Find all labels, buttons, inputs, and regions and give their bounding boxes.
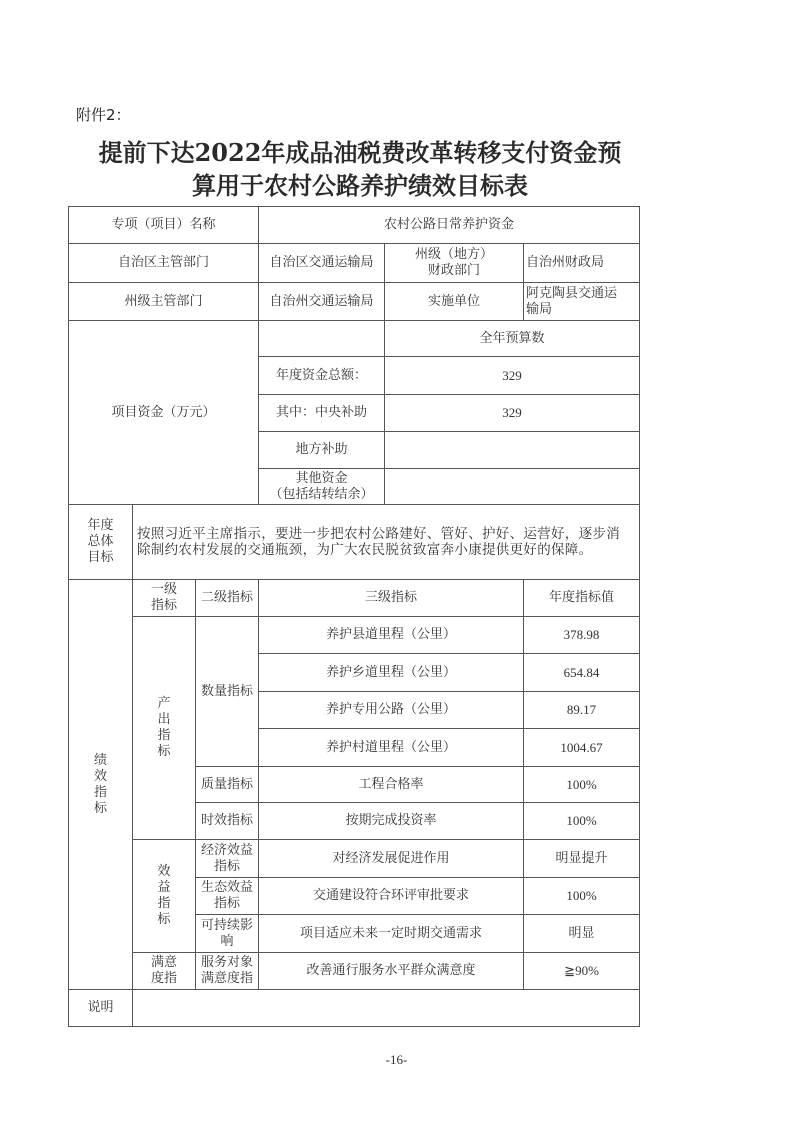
performance-section-char: 标 bbox=[93, 800, 107, 816]
service-label bbox=[196, 953, 259, 990]
indicator-name: 养护县道里程（公里） bbox=[259, 617, 524, 654]
economic-label bbox=[196, 840, 259, 878]
indicator-name: 养护乡道里程（公里） bbox=[259, 654, 524, 692]
funding-header-blank bbox=[259, 321, 385, 357]
funding-row-label bbox=[259, 469, 385, 505]
indicator-value: 100% bbox=[524, 767, 640, 803]
quality-label: 质量指标 bbox=[196, 767, 259, 803]
annual-goal-text-line-2: 除制约农村发展的交通瓶颈，为广大农民脱贫致富奔小康提供更好的保障。 bbox=[137, 542, 593, 558]
ecological-label-line-2: 指标 bbox=[214, 896, 241, 911]
annual-goal-label bbox=[69, 505, 133, 580]
implementer-value-line-1: 阿克陶县交通运 bbox=[526, 285, 618, 301]
prefecture-finance-label-line-2: 财政部门 bbox=[428, 263, 481, 278]
ecological-label-line-1: 生态效益 bbox=[201, 880, 254, 895]
annual-goal-text-line-1: 按照习近平主席指示，要进一步把农村公路建好、管好、护好、运营好，逐步消 bbox=[137, 526, 620, 542]
indicator-name: 对经济发展促进作用 bbox=[259, 840, 524, 878]
funding-row-label-line-2: （包括结转结余） bbox=[269, 486, 374, 502]
funding-row-label: 地方补助 bbox=[259, 432, 385, 469]
funding-section-label: 项目资金（万元） bbox=[69, 321, 259, 505]
prefecture-finance-value: 自治州财政局 bbox=[524, 244, 640, 283]
funding-row-label: 其中：中央补助 bbox=[259, 395, 385, 432]
funding-row-label-line-1: 其他资金 bbox=[295, 470, 348, 486]
annual-goal-label-line: 目标 bbox=[87, 550, 114, 565]
funding-row-label: 年度资金总额： bbox=[259, 357, 385, 395]
indicator-value: 明显 bbox=[524, 915, 640, 953]
output-group-char: 产 bbox=[157, 696, 171, 711]
header-level1-line-2: 指标 bbox=[150, 598, 177, 613]
attachment-label: 附件2： bbox=[76, 106, 131, 124]
timeliness-label: 时效指标 bbox=[196, 803, 259, 840]
performance-header-row bbox=[69, 580, 640, 617]
prefecture-finance-label-line-1: 州级（地方） bbox=[415, 247, 494, 262]
funding-row-value: 329 bbox=[385, 357, 640, 395]
annual-goal-label-line: 总体 bbox=[87, 534, 114, 549]
indicator-name: 交通建设符合环评审批要求 bbox=[259, 878, 524, 915]
header-level3: 三级指标 bbox=[259, 580, 524, 617]
performance-target-table bbox=[68, 206, 640, 1027]
funding-row-value bbox=[385, 432, 640, 469]
project-name-label: 专项（项目）名称 bbox=[69, 207, 259, 244]
satisfaction-group-line-1: 满意 bbox=[150, 955, 177, 970]
indicator-name: 工程合格率 bbox=[259, 767, 524, 803]
performance-section-label bbox=[69, 580, 133, 990]
prefecture-finance-label bbox=[385, 244, 524, 283]
quantity-label: 数量指标 bbox=[196, 617, 259, 767]
output-group-char: 标 bbox=[157, 744, 171, 759]
funding-row-value bbox=[385, 469, 640, 505]
benefit-group-char: 标 bbox=[157, 912, 171, 927]
implementer-label: 实施单位 bbox=[385, 283, 524, 321]
annual-goal-text bbox=[133, 505, 640, 580]
region-dept-label: 自治区主管部门 bbox=[69, 244, 259, 283]
region-dept-row bbox=[69, 244, 640, 283]
benefit-group-char: 益 bbox=[157, 880, 171, 895]
economic-label-line-1: 经济效益 bbox=[201, 842, 254, 858]
indicator-name: 养护专用公路（公里） bbox=[259, 692, 524, 729]
ecological-label bbox=[196, 878, 259, 915]
economic-label-line-2: 指标 bbox=[214, 858, 241, 874]
document-title-line-1: 提前下达2022年成品油税费改革转移支付资金预 bbox=[98, 138, 622, 167]
indicator-name: 改善通行服务水平群众满意度 bbox=[259, 953, 524, 990]
indicator-row bbox=[69, 953, 640, 990]
annual-goal-label-line: 年度 bbox=[87, 518, 114, 533]
prefecture-dept-label: 州级主管部门 bbox=[69, 283, 259, 321]
sustainable-label bbox=[196, 915, 259, 953]
project-name-row bbox=[69, 207, 640, 244]
header-level1-line-1: 一级 bbox=[150, 582, 177, 597]
indicator-row bbox=[69, 617, 640, 654]
satisfaction-group-label bbox=[133, 953, 196, 990]
indicator-name: 按期完成投资率 bbox=[259, 803, 524, 840]
project-name-value: 农村公路日常养护资金 bbox=[259, 207, 640, 244]
performance-section-char: 绩 bbox=[93, 752, 107, 768]
implementer-value-line-2: 输局 bbox=[526, 301, 553, 317]
indicator-value: 明显提升 bbox=[524, 840, 640, 878]
indicator-value: 654.84 bbox=[524, 654, 640, 692]
benefit-group-char: 效 bbox=[157, 864, 171, 879]
sustainable-label-line-1: 可持续影 bbox=[201, 917, 254, 933]
region-dept-value: 自治区交通运输局 bbox=[259, 244, 385, 283]
benefit-group-label bbox=[133, 840, 196, 953]
output-group-label bbox=[133, 617, 196, 840]
indicator-row bbox=[69, 840, 640, 878]
header-value: 年度指标值 bbox=[524, 580, 640, 617]
indicator-value: 100% bbox=[524, 803, 640, 840]
document-title-line-2: 算用于农村公路养护绩效目标表 bbox=[192, 171, 528, 200]
service-label-line-2: 满意度指 bbox=[201, 971, 254, 986]
header-level1 bbox=[133, 580, 196, 617]
prefecture-dept-value: 自治州交通运输局 bbox=[259, 283, 385, 321]
output-group-char: 指 bbox=[157, 728, 171, 743]
indicator-name: 项目适应未来一定时期交通需求 bbox=[259, 915, 524, 953]
indicator-value: 378.98 bbox=[524, 617, 640, 654]
prefecture-dept-row bbox=[69, 283, 640, 321]
implementer-value bbox=[524, 283, 640, 321]
notes-value bbox=[133, 990, 640, 1027]
performance-section-char: 效 bbox=[93, 768, 107, 784]
header-level2: 二级指标 bbox=[196, 580, 259, 617]
indicator-name: 养护村道里程（公里） bbox=[259, 729, 524, 767]
indicator-value: ≧90% bbox=[524, 953, 640, 990]
notes-label: 说明 bbox=[69, 990, 133, 1027]
sustainable-label-line-2: 响 bbox=[220, 933, 234, 949]
notes-row bbox=[69, 990, 640, 1027]
page-number: -16- bbox=[385, 1052, 408, 1067]
annual-goal-row bbox=[69, 505, 640, 580]
indicator-value: 100% bbox=[524, 878, 640, 915]
indicator-value: 89.17 bbox=[524, 692, 640, 729]
service-label-line-1: 服务对象 bbox=[201, 955, 254, 970]
funding-column-header: 全年预算数 bbox=[385, 321, 640, 357]
output-group-char: 出 bbox=[157, 712, 171, 727]
satisfaction-group-line-2: 度指 bbox=[150, 971, 177, 986]
performance-section-char: 指 bbox=[93, 784, 107, 800]
benefit-group-char: 指 bbox=[157, 896, 171, 911]
funding-header-row bbox=[69, 321, 640, 357]
funding-row-value: 329 bbox=[385, 395, 640, 432]
indicator-value: 1004.67 bbox=[524, 729, 640, 767]
